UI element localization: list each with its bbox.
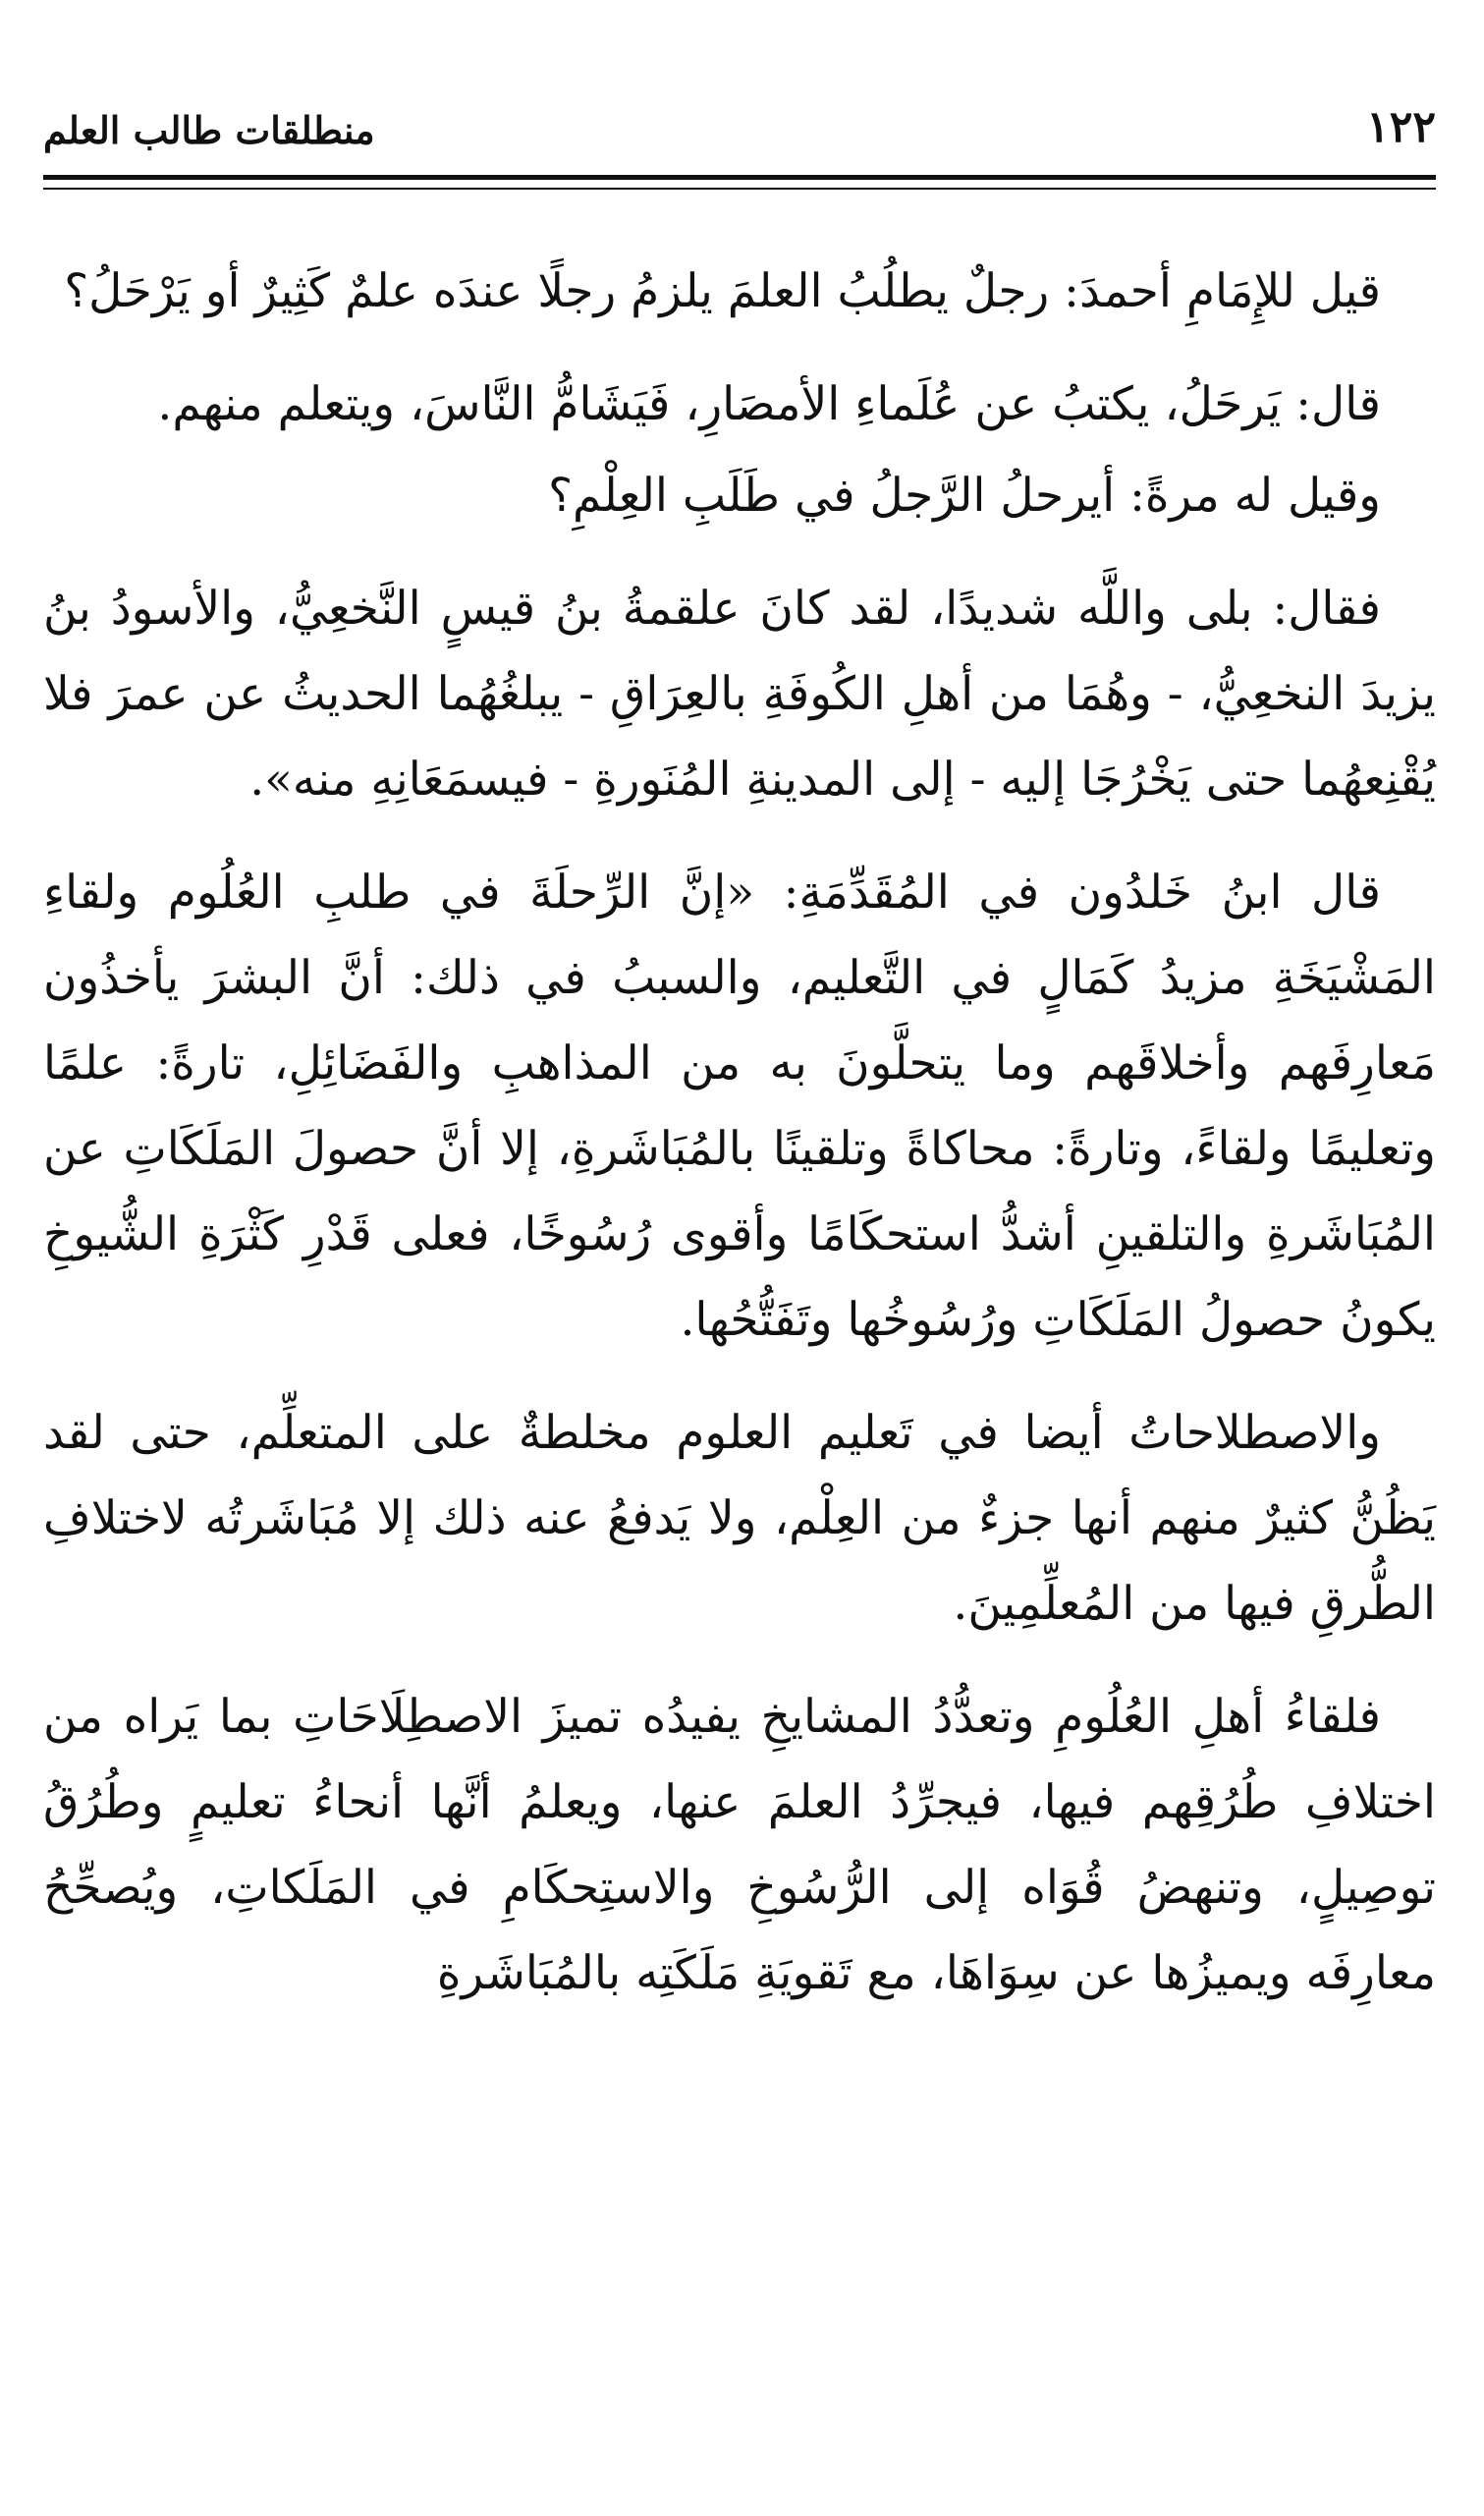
paragraph-6: والاصطلاحاتُ أيضا في تَعليم العلوم مخلطةٌ على المتعلِّم، حتى لقد يَظُنُّ كثيرٌ منهم أنها جزءٌ من العِلْم، ولا يَدفعُ عنه ذلك إلا مُبَاشَرتُه لاختلافِ الطُّرقِ فيها من المُعلِّمِينَ. xyxy=(43,1406,1436,1631)
paragraph-7: فلقاءُ أهلِ العُلُومِ وتعدُّدُ المشايخِ يفيدُه تميزَ الاصطِلَاحَاتِ بما يَراه من اختلافِ طُرُقِهم فيها، فيجرِّدُ العلمَ عنها، ويعلمُ أنَّها أنحاءُ تعليمٍ وطُرُقُ توصِيلٍ، وتنهضُ قُوَاه إلى الرُّسُوخِ والاستِحكَامِ في المَلَكاتِ، ويُصحِّحُ معارِفَه ويميزُها عن سِوَاهَا، مع تَقويَةِ مَلَكَتِه بالمُبَاشَرةِ xyxy=(43,1690,1436,2000)
header-rule-thick xyxy=(43,175,1436,180)
paragraph-5: قال ابنُ خَلدُون في المُقَدِّمَةِ: «إنَّ الرِّحلَةَ في طلبِ العُلُوم ولقاءِ المَشْيَخَةِ مزيدُ كَمَالٍ في التَّعليم، والسببُ في ذلك: أنَّ البشرَ يأخذُون مَعارِفَهم وأخلاقَهم وما يتحلَّونَ به من المذاهبِ والفَضَائِلِ، تارةً: علمًا وتعليمًا ولقاءً، وتارةً: محاكاةً وتلقينًا بالمُبَاشَرةِ، إلا أنَّ حصولَ المَلَكَاتِ عن المُبَاشَرةِ والتلقينِ أشدُّ استحكَامًا وأقوى رُسُوخًا، فعلى قَدْرِ كَثْرَةِ الشُّيوخِ يكونُ حصولُ المَلَكَاتِ ورُسُوخُها وتَفَتُّحُها. xyxy=(43,866,1436,1347)
paragraph-3: وقيل له مرةً: أيرحلُ الرَّجلُ في طَلَبِ العِلْمِ؟ xyxy=(548,469,1381,523)
page-number: ١٢٢ xyxy=(1366,102,1436,152)
body-text xyxy=(43,249,1436,2016)
book-page xyxy=(43,79,1436,2043)
paragraph-4: فقال: بلى واللَّه شديدًا، لقد كانَ علقمةُ بنُ قيسٍ النَّخعِيُّ، والأسودُ بنُ يزيدَ النخعِيُّ، - وهُمَا من أهلِ الكُوفَةِ بالعِرَاقِ - يبلغُهُما الحديثُ عن عمرَ فلا يُقْنِعهُما حتى يَخْرُجَا إليه - إلى المدينةِ المُنَورةِ - فيسمَعَانِهِ منه». xyxy=(43,582,1436,807)
paragraph-2: قال: يَرحَلُ، يكتبُ عن عُلَماءِ الأمصَارِ، فَيَشَامُّ النَّاسَ، ويتعلم منهم. xyxy=(157,377,1381,431)
paragraph-1: قيل للإِمَامِ أحمدَ: رجلٌ يطلُبُ العلمَ يلزمُ رجلًا عندَه علمٌ كَثِيرٌ أو يَرْحَلُ؟ xyxy=(64,264,1381,318)
page-header xyxy=(43,79,1436,152)
header-rule-thin xyxy=(43,188,1436,190)
running-title: منطلقات طالب العلم xyxy=(43,108,375,152)
